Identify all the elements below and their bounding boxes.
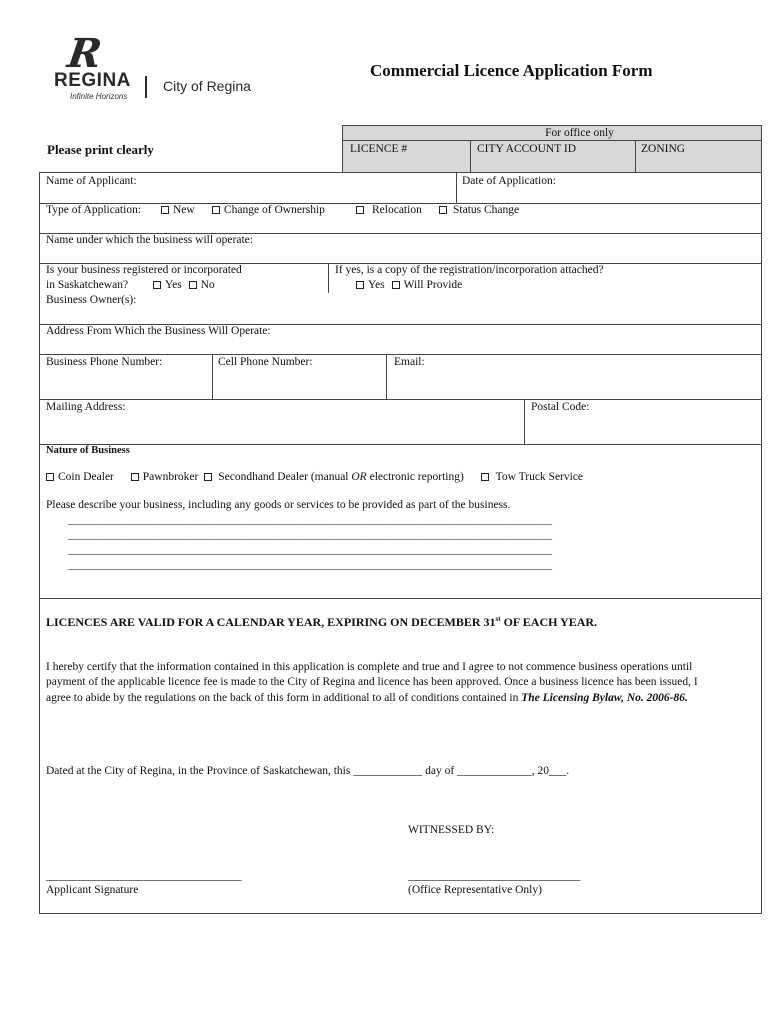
tow-truck-checkbox[interactable] [481, 473, 489, 481]
office-use-box [342, 125, 762, 173]
tow-truck-option[interactable]: Tow Truck Service [481, 471, 583, 483]
registered-yes-checkbox[interactable] [153, 281, 161, 289]
business-phone-label: Business Phone Number: [46, 356, 163, 368]
describe-business-prompt: Please describe your business, including any goods or services to be provided as part of the business. [46, 499, 511, 511]
business-name-field[interactable] [40, 233, 761, 263]
application-date-label: Date of Application: [462, 175, 556, 187]
copy-yes-checkbox[interactable] [356, 281, 364, 289]
applicant-signature-label: Applicant Signature [46, 884, 139, 896]
applicant-name-field[interactable] [40, 173, 456, 203]
dated-at-line[interactable]: Dated at the City of Regina, in the Province of Saskatchewan, this ____________ day of _____________, 20___. [46, 765, 570, 777]
email-field[interactable] [386, 354, 761, 399]
logo-city-name: City of Regina [163, 78, 251, 94]
office-representative-label: (Office Representative Only) [408, 884, 542, 896]
coin-dealer-checkbox[interactable] [46, 473, 54, 481]
type-change-ownership-checkbox[interactable] [212, 206, 220, 214]
description-line: ________________________________________________________________________________________ [68, 559, 552, 571]
description-line: ________________________________________________________________________________________ [68, 544, 552, 556]
certification-statement: I hereby certify that the information contained in this application is complete and true and I agree to not commence business operations until payment of the applicable licence fee is made to the City of Regina and licence has been approved. Once a business licence has been issued, I agree to abide by the regulations on the back of this form in additional to all of conditions contained in The Licensing Bylaw, No. 2006-86. [46, 661, 698, 704]
licence-number-label: LICENCE # [350, 143, 408, 155]
mailing-address-field[interactable] [40, 399, 524, 444]
office-use-title: For office only [545, 127, 614, 139]
copy-will-provide-option[interactable]: Will Provide [392, 279, 463, 291]
business-name-label: Name under which the business will operate: [46, 234, 253, 246]
type-relocation-checkbox[interactable] [356, 206, 364, 214]
application-date-field[interactable] [456, 173, 761, 203]
city-account-id-label: CITY ACCOUNT ID [477, 143, 577, 155]
registered-no-option[interactable]: No [189, 279, 215, 291]
form-title: Commercial Licence Application Form [370, 61, 653, 80]
application-form-box [39, 172, 762, 914]
registered-question-line2: in Saskatchewan? Yes No [46, 279, 215, 291]
type-relocation-option[interactable]: Relocation [356, 204, 422, 216]
cell-phone-field[interactable] [212, 354, 386, 399]
description-line: ________________________________________________________________________________________ [68, 514, 552, 526]
secondhand-dealer-option[interactable]: Secondhand Dealer (manual OR electronic reporting) [204, 471, 464, 483]
witnessed-by-label: WITNESSED BY: [408, 824, 495, 836]
registered-yes-option[interactable]: Yes [153, 279, 182, 291]
copy-will-provide-checkbox[interactable] [392, 281, 400, 289]
nature-of-business-heading: Nature of Business [46, 445, 130, 456]
description-line: ________________________________________________________________________________________ [68, 529, 552, 541]
nature-options-row [46, 471, 583, 483]
business-owners-label: Business Owner(s): [46, 294, 137, 306]
business-description-field[interactable] [68, 513, 688, 575]
logo-r-mark: R [64, 30, 105, 77]
business-owners-field[interactable] [40, 294, 761, 324]
type-new-option[interactable]: New [161, 204, 195, 216]
pawnbroker-checkbox[interactable] [131, 473, 139, 481]
zoning-label: ZONING [641, 143, 686, 155]
applicant-signature-line[interactable]: __________________________________ [46, 870, 242, 882]
logo-divider [145, 76, 147, 98]
logo-tagline: Infinite Horizons [70, 92, 128, 101]
type-change-ownership-option[interactable]: Change of Ownership [212, 204, 325, 216]
application-type-label: Type of Application: [46, 204, 142, 216]
cell-phone-label: Cell Phone Number: [218, 356, 313, 368]
print-note: Please print clearly [47, 142, 154, 157]
secondhand-dealer-checkbox[interactable] [204, 473, 212, 481]
email-label: Email: [394, 356, 425, 368]
licence-validity-notice: LICENCES ARE VALID FOR A CALENDAR YEAR, EXPIRING ON DECEMBER 31st OF EACH YEAR. [46, 615, 598, 629]
mailing-address-label: Mailing Address: [46, 401, 126, 413]
logo-name: REGINA [54, 70, 131, 91]
business-address-field[interactable] [40, 324, 761, 354]
copy-attached-question: If yes, is a copy of the registration/incorporation attached? [335, 264, 604, 276]
copy-attached-options [356, 279, 462, 291]
registered-question: Is your business registered or incorporated [46, 264, 242, 276]
type-new-checkbox[interactable] [161, 206, 169, 214]
business-address-label: Address From Which the Business Will Operate: [46, 325, 271, 337]
pawnbroker-option[interactable]: Pawnbroker [131, 471, 199, 483]
postal-code-field[interactable] [524, 399, 761, 444]
applicant-name-label: Name of Applicant: [46, 175, 137, 187]
type-status-change-checkbox[interactable] [439, 206, 447, 214]
coin-dealer-option[interactable]: Coin Dealer [46, 471, 114, 483]
registered-no-checkbox[interactable] [189, 281, 197, 289]
city-logo [50, 30, 260, 104]
copy-yes-option[interactable]: Yes [356, 279, 385, 291]
postal-code-label: Postal Code: [531, 401, 590, 413]
witness-signature-line[interactable]: ______________________________ [408, 870, 581, 882]
business-phone-field[interactable] [40, 354, 212, 399]
type-status-change-option[interactable]: Status Change [439, 204, 519, 216]
